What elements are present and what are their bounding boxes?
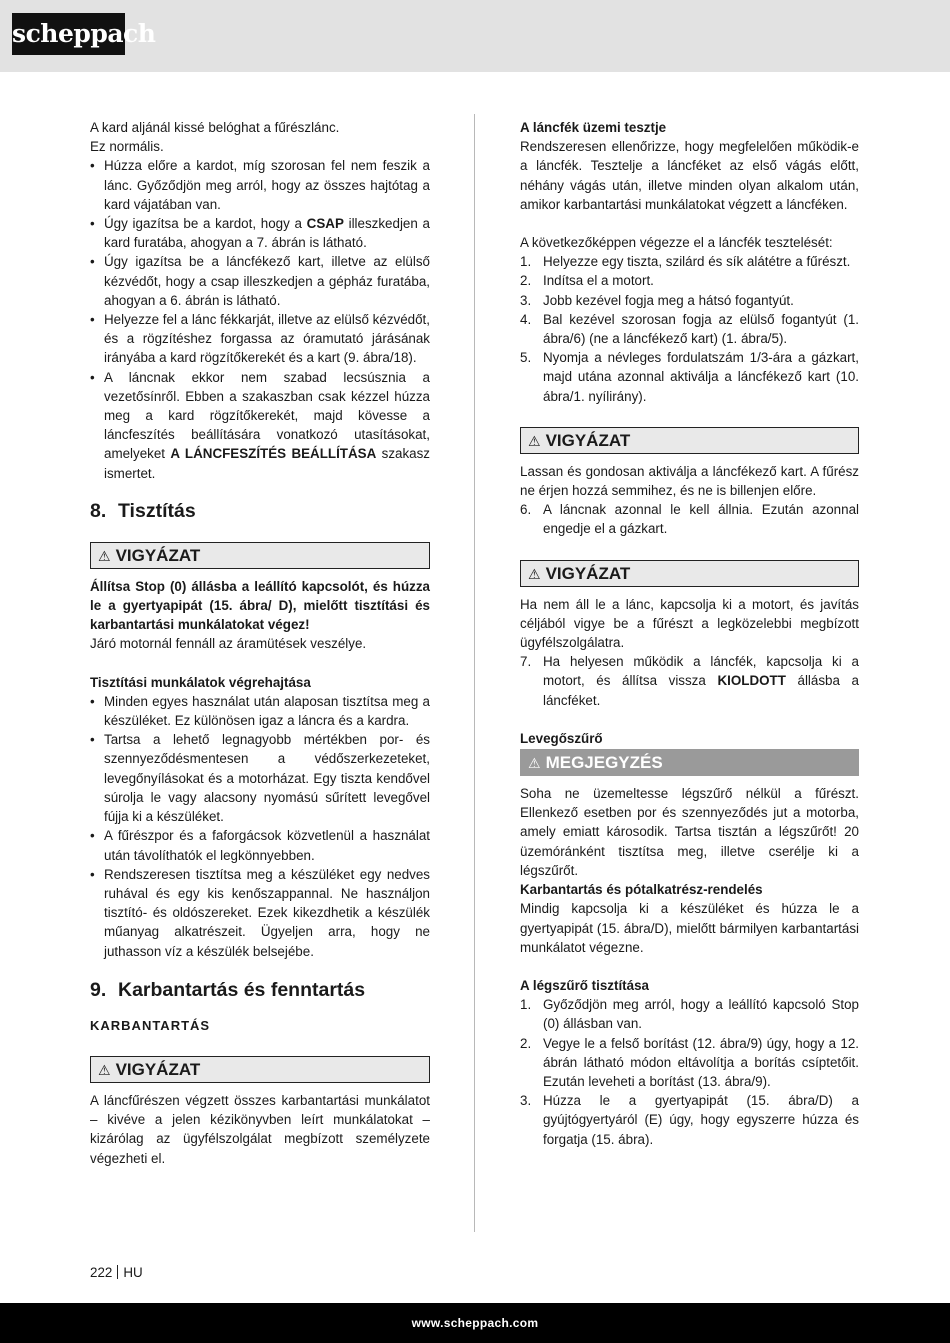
list-item [520,252,859,271]
step-number: 2. [520,273,532,289]
step-number: 3. [520,1093,532,1109]
section-heading-8 [90,499,430,523]
emphasis: A LÁNCFESZÍTÉS BEÁLLÍTÁSA [170,446,377,462]
emphasis: KIOLDOTT [717,673,786,689]
section-number: 9. [90,978,107,1001]
step-text: Húzza le a gyertyapipát (15. ábra/D) a gyújtógyertyáról (E) úgy, hogy egyszerre húzza és forgatja (15. ábra). [543,1093,859,1147]
section-title: Tisztítás [118,499,196,522]
emphasis: CSAP [306,216,344,232]
step-text: Győződjön meg arról, hogy a leállító kapcsoló Stop (0) állásban van. [543,997,859,1032]
brake-step-6 [520,500,859,538]
parts-text: Mindig kapcsolja ki a készüléket és húzza le a gyertyapipát (15. ábra/D), mielőtt bármilyen karbantartási munkálatot végezne. [520,901,859,955]
note-label: MEGJEGYZÉS [545,753,663,773]
list-item [520,1091,859,1149]
list-item [520,995,859,1033]
brake-step-7 [520,652,859,710]
section-heading-9 [90,978,430,1002]
page-number-value: 222 [90,1265,113,1280]
text-run: állásba a láncféket. [543,673,859,708]
step-text: Indítsa el a motort. [543,273,654,289]
subheading-caps: KARBANTARTÁS [90,1017,211,1033]
warning-text: Lassan és gondosan aktiválja a láncfékező kart. A fűrész ne érjen hozzá semmihez, és ne is billenjen előre. [520,463,859,499]
note-box [520,749,859,776]
step-number: 7. [520,654,532,670]
column-divider [474,114,475,1232]
step-text: Bal kezével szorosan fogja az elülső fogantyút (1. ábra/6) (ne a láncfékező kart) (1. ábra/5). [543,311,859,347]
right-column [520,118,859,1149]
footer-bar [0,1303,950,1343]
step-number: 6. [520,502,532,518]
intro-text-2: Ez normális. [90,139,164,155]
safety-notice: Állítsa Stop (0) állásba a leállító kapcsolót, és húzza le a gyertyapipát (15. ábra/ D), mielőtt tisztítási és karbantartási munkálatokat végez! [90,578,430,633]
warning-text: Ha nem áll le a lánc, kapcsolja ki a motort, és javítás céljából vigye be a fűrészt a legközelebbi megbízott ügyfélszolgálatra. [520,596,859,651]
warning-icon: ⚠ [528,433,541,450]
header-bar [0,0,950,72]
subheading: Tisztítási munkálatok végrehajtása [90,674,311,690]
list-item: • Helyezze fel a lánc fékkarját, illetve az elülső kézvédőt, és a rögzítéshez forgassa az óramutató járásának irányába a kard rögzítőkerekét és a kart (9. ábra/18). [90,310,430,368]
text-run: illeszkedjen a kard furatába, ahogyan a 7. ábrán is látható. [104,216,430,251]
step-number: 1. [520,254,532,270]
list-item [520,291,859,310]
page-number [90,1265,143,1280]
list-item: • Rendszeresen tisztítsa meg a készüléket egy nedves ruhával és egy kis kenőszappannal. Ne használjon tisztító- és oldószereket. Ezek kikezdhetik a készülék műanyag alkatrészeit. Ügyeljen arra, hogy ne juthasson víz a készülék belsejébe. [90,865,430,961]
list-item: • Minden egyes használat után alaposan tisztítsa meg a készüléket. Ez különösen igaz a láncra és a kardra. [90,692,430,730]
list-item [520,348,859,406]
brake-text: Rendszeresen ellenőrizze, hogy megfelelően működik-e a láncfék. Tesztelje a láncféket az első vágás előtt, néhány vágás után, illetve minden olyan alkalom után, amikor karbantartási munkálatokat végzett a láncféken. [520,139,859,212]
subheading: A légszűrő tisztítása [520,977,649,993]
list-item [520,1034,859,1092]
list-item [520,652,859,710]
warning-label: VIGYÁZAT [115,1059,201,1079]
assembly-bullets [90,156,430,482]
list-item [520,500,859,538]
list-item: • Úgy igazítsa be a láncfékező kart, illetve az elülső kézvédőt, hogy a csap illeszkedjen a gépház furatába, ahogyan a 6. ábrán is látható. [90,252,430,310]
list-item: • Húzza előre a kardot, míg szorosan fel nem feszik a lánc. Győződjön meg arról, hogy az összes hajtótag a kard vájatában van. [90,156,430,214]
subheading: Levegőszűrő [520,730,603,746]
safety-text: Járó motornál fennáll az áramütések veszélye. [90,636,367,652]
list-item [520,310,859,348]
warning-box [520,427,859,454]
list-item: • Tartsa a lehető legnagyobb mértékben por- és szennyeződésmentesen a védőszerkezeteket, levegőnyílásokat és a motorházat. Egy tiszta kendővel súrolja le vagy alacsony nyomású sűrített levegővel fújja ki a készüléket. [90,730,430,826]
website-link[interactable]: www.scheppach.com [411,1316,539,1330]
step-number: 3. [520,292,532,308]
warning-box [520,560,859,587]
step-text: A láncnak azonnal le kell állnia. Ezután azonnal engedje el a gázkart. [543,502,859,537]
text-run: szakasz ismertet. [104,446,430,481]
warning-label: VIGYÁZAT [115,545,201,565]
warning-box [90,1056,430,1083]
text-run: A láncnak ekkor nem szabad lecsúsznia a vezetősínről. Ebben a szakaszban csak kézzel húzza meg a kard rögzítőkerekét, majd kövesse a láncfeszítés beállítására vonatkozó utasításokat, amelyeket [104,369,430,462]
separator [117,1265,118,1279]
step-number: 4. [520,311,532,327]
step-text: Helyezze egy tiszta, szilárd és sík alátétre a fűrészt. [543,254,851,270]
left-column [90,118,430,1168]
step-text: Jobb kezével fogja meg a hátsó fogantyút. [543,292,794,308]
brake-steps [520,252,859,406]
list-item [90,368,430,483]
step-text: Nyomja a névleges fordulatszám 1/3-ára a gázkart, majd utána azonnal aktiválja a láncfékező kart (10. ábra/1. nyílirány). [543,350,859,404]
step-number: 5. [520,350,532,366]
text-run: Úgy igazítsa be a kardot, hogy a [104,216,307,232]
list-item: • A fűrészpor és a faforgácsok közvetlenül a használat után távolíthatók el legkönnyebben. [90,826,430,864]
brake-intro: A következőképpen végezze el a láncfék tesztelését: [520,235,833,251]
warning-icon: ⚠ [528,756,541,773]
section-title: Karbantartás és fenntartás [118,978,366,1001]
cleaning-bullets [90,692,430,961]
subheading: Karbantartás és pótalkatrész-rendelés [520,882,763,898]
language-code: HU [123,1265,143,1280]
list-item [90,214,430,252]
warning-icon: ⚠ [528,566,541,583]
warning-icon: ⚠ [98,548,111,565]
warning-label: VIGYÁZAT [545,563,631,583]
warning-label: VIGYÁZAT [545,430,631,450]
intro-text: A kard aljánál kissé belóghat a fűrészlánc. [90,120,340,135]
filter-steps [520,995,859,1149]
text-run: Ha helyesen működik a láncfék, kapcsolja ki a motort, és állítsa vissza [543,654,859,689]
warning-box [90,542,430,569]
brand-logo: scheppach [12,13,125,55]
air-filter-text: Soha ne üzemeltesse légszűrő nélkül a fűrészt. Ellenkező esetben por és szennyeződés jut a motorba, amely emiatt károsodik. Tartsa tisztán a légszűrőt! 20 üzemóránként tisztítsa meg, illetve cserélje ki a légszűrőt. [520,786,859,878]
subheading: A láncfék üzemi tesztje [520,120,667,135]
warning-icon: ⚠ [98,1062,111,1079]
step-number: 1. [520,997,532,1013]
section-number: 8. [90,499,107,522]
list-item [520,271,859,290]
step-text: Vegye le a felső borítást (12. ábra/9) úgy, hogy a 12. ábrán látható módon eltávolítja a borítás csíptetőit. Ezután leveheti a borítást (13. ábra/9). [543,1035,859,1089]
step-number: 2. [520,1035,532,1051]
maintenance-text: A láncfűrészen végzett összes karbantartási munkálatot – kivéve a jelen kézikönyvben leírt munkálatokat – kizárólag az ügyfélszolgálat megbízott személyzete végezheti el. [90,1092,430,1166]
